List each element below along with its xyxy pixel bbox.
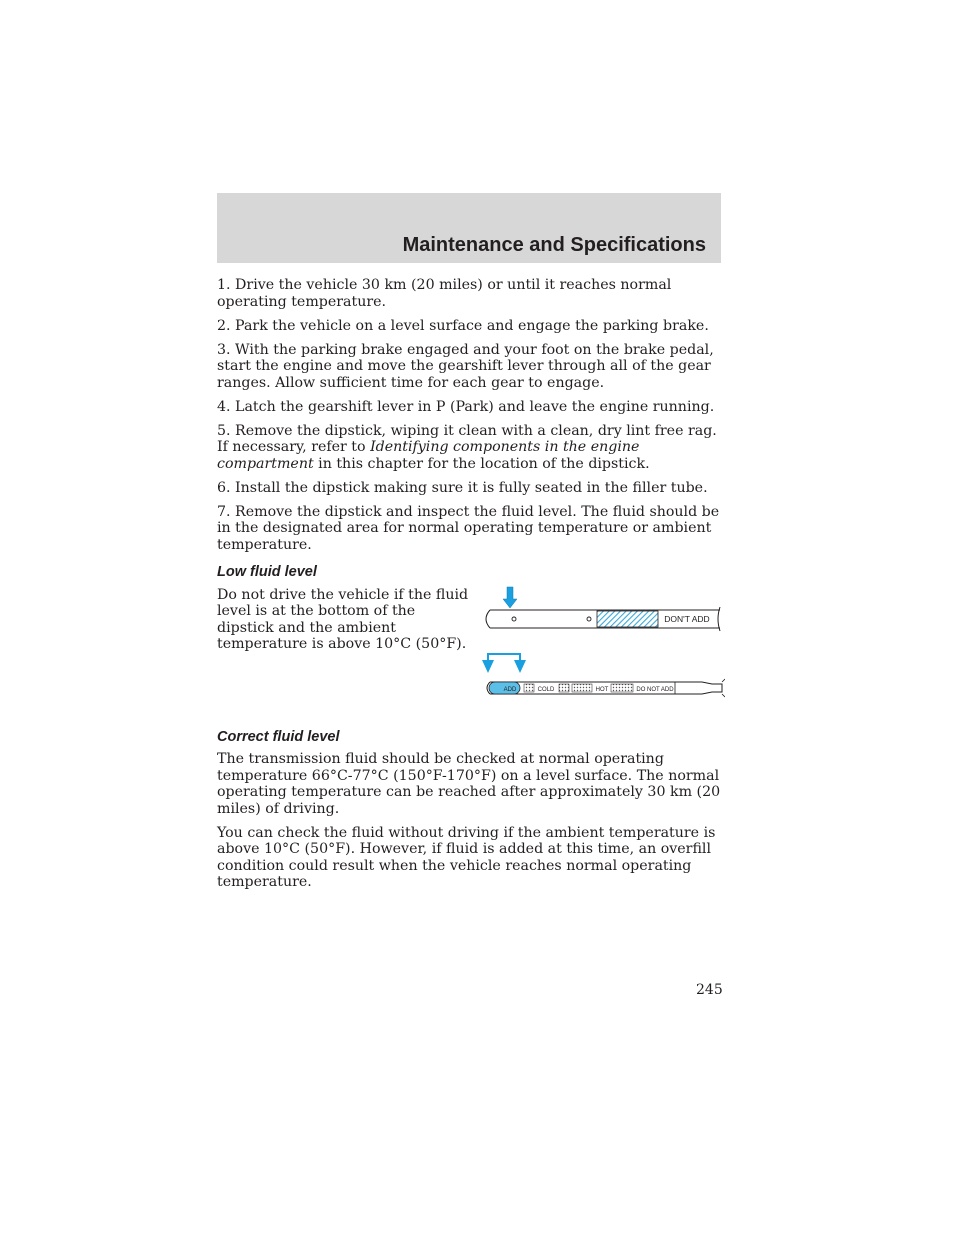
low-fluid-section: [217, 587, 723, 717]
dipstick-figure: [480, 581, 725, 701]
top-marker-hole-1: [512, 617, 516, 621]
step-5: [217, 423, 723, 473]
step-6: 6. Install the dipstick making sure it is fully seated in the filler tube.: [217, 479, 708, 496]
step-5-reference: Identifying components in the engine compartment: [217, 439, 640, 472]
header-band: [217, 193, 721, 263]
bottom-hot-label: HOT: [595, 686, 609, 693]
content: [217, 277, 723, 898]
correct-fluid-paragraph-2: You can check the fluid without driving if the ambient temperature is above 10°C (50°F). However, if fluid is added at this time, an overfill condition could result when the vehicle reaches normal operating temperature.: [217, 824, 716, 890]
bottom-do-not-add-label: DO NOT ADD: [636, 686, 674, 693]
bottom-cold-label: COLD: [537, 686, 555, 693]
step-7: 7. Remove the dipstick and inspect the fluid level. The fluid should be in the designated area for normal operating temperature or ambient temperature.: [217, 503, 720, 553]
bottom-dots-zone-2: [559, 684, 569, 692]
dipstick-bottom: [482, 654, 725, 697]
bottom-arrow-right-icon: [514, 660, 526, 673]
correct-fluid-paragraph-1: The transmission fluid should be checked at normal operating temperature 66°C-77°C (150°F-170°F) on a level surface. The normal operating temperature can be reached after approximately 30 km (20 miles) of driving.: [217, 751, 721, 817]
step-1: 1. Drive the vehicle 30 km (20 miles) or until it reaches normal operating temperature.: [217, 277, 672, 310]
top-hatched-zone: [597, 611, 658, 627]
bottom-dots-zone-3: [572, 684, 592, 692]
bottom-arrow-left-icon: [482, 660, 494, 673]
page-number: 245: [696, 982, 723, 998]
step-5-text-a: 5. Remove the dipstick, wiping it clean with a clean, dry lint free rag. If necessary, refer to: [217, 422, 717, 455]
bottom-dipstick-tip: [702, 682, 722, 694]
correct-fluid-heading: Correct fluid level: [217, 728, 340, 745]
page-title: Maintenance and Specifications: [402, 234, 706, 256]
top-arrow-icon: [503, 587, 517, 608]
bottom-dots-zone-1: [524, 684, 534, 692]
step-3: 3. With the parking brake engaged and your foot on the brake pedal, start the engine and move the gearshift lever through all of the gear ranges. Allow sufficient time for each gear to engage.: [217, 341, 714, 391]
step-2: 2. Park the vehicle on a level surface and engage the parking brake.: [217, 317, 709, 334]
bottom-bracket-arrows-icon: [488, 654, 520, 660]
bottom-add-label: ADD: [503, 686, 517, 693]
step-4: 4. Latch the gearshift lever in P (Park) and leave the engine running.: [217, 398, 715, 415]
low-fluid-text: Do not drive the vehicle if the fluid level is at the bottom of the dipstick and the ambient temperature is above 10°C (50°F).: [217, 586, 469, 652]
dipstick-top: [486, 587, 720, 631]
top-dont-add-label: DON'T ADD: [664, 613, 710, 624]
step-5-text-b: in this chapter for the location of the dipstick.: [313, 455, 650, 472]
top-dipstick-break: [718, 607, 720, 631]
bottom-dots-zone-4: [611, 684, 633, 692]
top-marker-hole-2: [587, 617, 591, 621]
low-fluid-heading: Low fluid level: [217, 564, 317, 580]
